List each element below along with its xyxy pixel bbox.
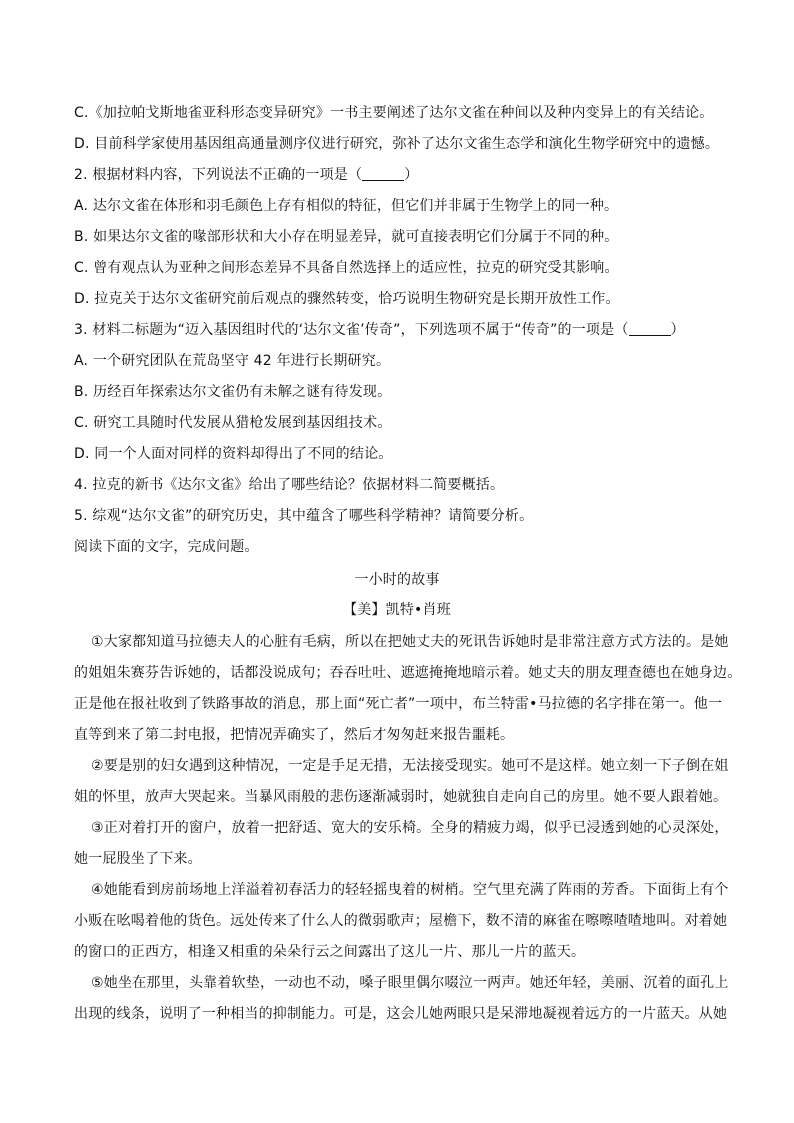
story-line: ④她能看到房前场地上洋溢着初春活力的轻轻摇曳着的树梢。空气里充满了阵雨的芳香。下面街上有个 bbox=[91, 882, 729, 898]
q2-option-b: B. 如果达尔文雀的喙部形状和大小存在明显差异，就可直接表明它们分属于不同的种。 bbox=[74, 229, 619, 245]
q2-stem-close: ） bbox=[404, 167, 419, 183]
story-title: 一小时的故事 bbox=[354, 572, 440, 588]
answer-blank[interactable] bbox=[362, 166, 404, 181]
q1-option-d: D. 目前科学家使用基因组高通量测序仪进行研究，弥补了达尔文雀生态学和演化生物学研究中的遗憾。 bbox=[74, 136, 720, 152]
story-line: ②要是别的妇女遇到这种情况，一定是手足无措，无法接受现实。她可不是这样。她立刻一下子倒在姐 bbox=[91, 758, 729, 774]
q2-option-d: D. 拉克关于达尔文雀研究前后观点的骤然转变，恰巧说明生物研究是长期开放性工作。 bbox=[74, 291, 620, 307]
story-line: ③正对着打开的窗户，放着一把舒适、宽大的安乐椅。全身的精疲力竭，似乎已浸透到她的心灵深处， bbox=[91, 820, 729, 836]
q3-option-a: A. 一个研究团队在荒岛坚守 42 年进行长期研究。 bbox=[74, 353, 391, 369]
q3-option-d: D. 同一个人面对同样的资料却得出了不同的结论。 bbox=[74, 446, 393, 462]
story-line: 直等到来了第二封电报，把情况弄确实了，然后才匆匆赶来报告噩耗。 bbox=[74, 727, 515, 743]
q2-option-a: A. 达尔文雀在体形和羽毛颜色上存有相似的特征，但它们并非属于生物学上的同一种。 bbox=[74, 198, 619, 214]
q3-stem-text: 3. 材料二标题为“迈入基因组时代的‘达尔文雀’传奇”，下列选项不属于“传奇”的一项是（ bbox=[74, 322, 629, 338]
story-line: 她一屁股坐了下来。 bbox=[74, 851, 202, 867]
answer-blank[interactable] bbox=[629, 321, 671, 336]
story-line: 的姐姐朱赛芬告诉她的，话都没说成句；吞吞吐吐、遮遮掩掩地暗示着。她丈夫的朋友理查德也在她身边。 bbox=[74, 665, 742, 681]
q4: 4. 拉克的新书《达尔文雀》给出了哪些结论？依据材料二简要概括。 bbox=[74, 477, 505, 493]
q3-option-c: C. 研究工具随时代发展从猎枪发展到基因组技术。 bbox=[74, 415, 392, 431]
story-line: ①大家都知道马拉德夫人的心脏有毛病，所以在把她丈夫的死讯告诉她时是非常注意方式方法的。是她 bbox=[91, 634, 729, 650]
story-line: 出现的线条，说明了一种相当的抑制能力。可是，这会儿她两眼只是呆滞地凝视着远方的一片蓝天。从她 bbox=[74, 1006, 728, 1022]
q1-option-c: C.《加拉帕戈斯地雀亚科形态变异研究》一书主要阐述了达尔文雀在种间以及种内变异上的有关结论。 bbox=[74, 105, 714, 121]
story-line: 姐的怀里，放声大哭起来。当暴风雨般的悲伤逐渐减弱时，她就独自走向自己的房里。她不要人跟着她。 bbox=[74, 789, 728, 805]
q3-option-b: B. 历经百年探索达尔文雀仍有未解之谜有待发现。 bbox=[74, 384, 392, 400]
story-author: 【美】凯特•肖班 bbox=[343, 602, 451, 618]
q5: 5. 综观“达尔文雀”的研究历史，其中蕴含了哪些科学精神？请简要分析。 bbox=[74, 508, 534, 524]
story-line: 小贩在吆喝着他的货色。远处传来了什么人的微弱歌声；屋檐下，数不清的麻雀在嚓嚓喳喳地叫。对着她 bbox=[74, 913, 728, 929]
story-line: 正是他在报社收到了铁路事故的消息，那上面“死亡者”一项中，布兰特雷•马拉德的名字排在第一。他一 bbox=[74, 696, 723, 712]
q2-stem-text: 2. 根据材料内容，下列说法不正确的一项是（ bbox=[74, 167, 363, 183]
reading-instruction: 阅读下面的文字，完成问题。 bbox=[74, 539, 259, 555]
story-line: ⑤她坐在那里，头靠着软垫，一动也不动，嗓子眼里偶尔啜泣一两声。她还年轻，美丽、沉着的面孔上 bbox=[91, 975, 729, 991]
q3-stem-close: ） bbox=[670, 322, 685, 338]
q3-stem bbox=[74, 320, 685, 340]
story-line: 的窗口的正西方，相逢又相重的朵朵行云之间露出了这儿一片、那儿一片的蓝天。 bbox=[74, 944, 586, 960]
q2-stem bbox=[74, 165, 418, 185]
q2-option-c: C. 曾有观点认为亚种之间形态差异不具备自然选择上的适应性，拉克的研究受其影响。 bbox=[74, 260, 619, 276]
